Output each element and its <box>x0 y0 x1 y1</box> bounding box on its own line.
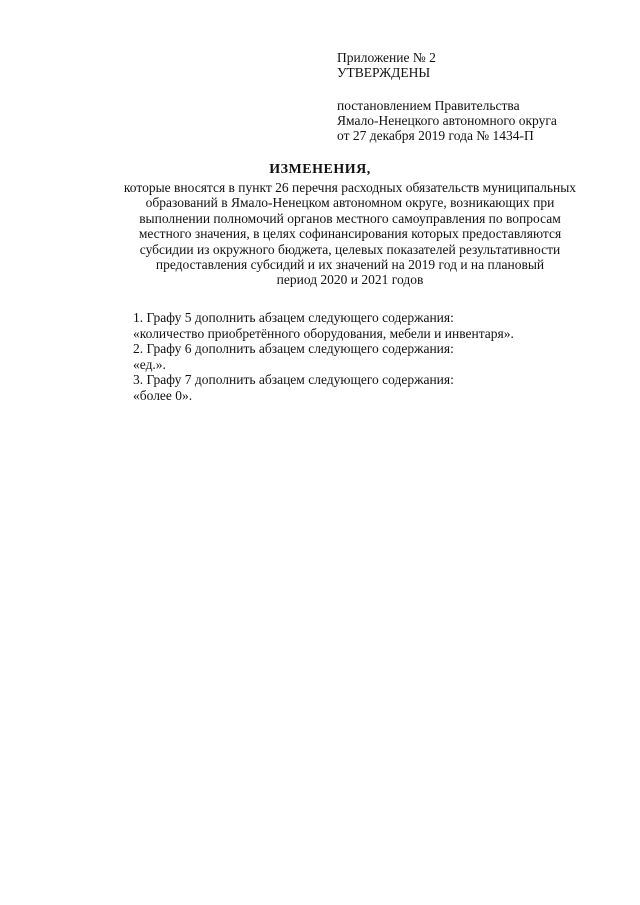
amendment-content: «количество приобретённого оборудования, мебели и инвентаря». <box>133 325 514 341</box>
amendment-instruction: 3. Графу 7 дополнить абзацем следующего содержания: <box>133 372 454 387</box>
amendments-list <box>133 310 603 403</box>
subtitle-line: выполнении полномочий органов местного самоуправления по вопросам <box>139 210 561 226</box>
approval-header <box>337 50 607 143</box>
subtitle-line: образований в Ямало-Ненецком автономном округе, возникающих при <box>145 195 555 211</box>
subtitle-line: период 2020 и 2021 годов <box>276 272 424 288</box>
decree-line-3: от 27 декабря 2019 года № 1434-П <box>337 128 534 143</box>
subtitle-line: которые вносятся в пункт 26 перечня расходных обязательств муниципальных <box>123 180 577 195</box>
subtitle-line: субсидии из окружного бюджета, целевых показателей результативности <box>139 241 561 257</box>
subtitle-line: местного значения, в целях софинансирования которых предоставляются <box>138 226 562 242</box>
header-spacer <box>337 80 607 98</box>
amendment-content: «ед.». <box>133 356 166 372</box>
document-subtitle <box>90 180 610 288</box>
document-title: ИЗМЕНЕНИЯ, <box>269 162 371 177</box>
subtitle-line: предоставления субсидий и их значений на 2019 год и на плановый <box>155 257 545 273</box>
amendment-content: «более 0». <box>133 387 193 403</box>
appendix-number: Приложение № 2 <box>337 50 436 65</box>
amendment-instruction: 2. Графу 6 дополнить абзацем следующего содержания: <box>133 341 454 356</box>
decree-line-1: постановлением Правительства <box>337 98 520 113</box>
decree-line-2: Ямало-Ненецкого автономного округа <box>337 113 557 128</box>
amendment-instruction: 1. Графу 5 дополнить абзацем следующего содержания: <box>133 310 454 325</box>
approved-label: УТВЕРЖДЕНЫ <box>337 65 431 80</box>
